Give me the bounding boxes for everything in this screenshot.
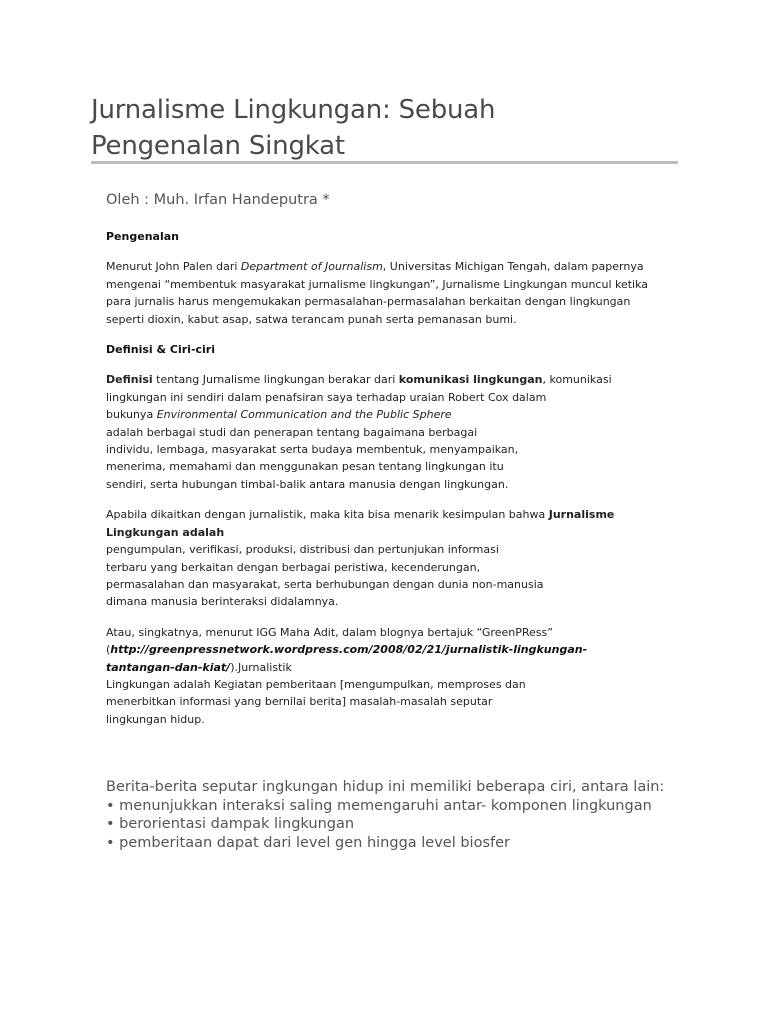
section-heading-definisi: Definisi & Ciri-ciri (106, 343, 216, 357)
definisi-bold-1: Definisi (106, 373, 153, 387)
kesimpulan-text-a: Apabila dikaitkan dengan jurnalistik, maka kita bisa menarik kesimpulan bahwa (106, 508, 549, 522)
kesimpulan-line-4: terbaru yang berkaitan dengan berbagai peristiwa, kecenderungan, (106, 560, 481, 574)
definisi-text-1: tentang Jurnalisme lingkungan berakar dari (152, 373, 399, 387)
title-underline (91, 161, 678, 164)
greenpress-link-part-2[interactable]: tantangan-dan-kiat/ (106, 660, 231, 674)
singkatnya-after-link: ).Jurnalistik (230, 660, 292, 674)
paragraph-intro (106, 258, 686, 328)
summary-intro: Berita-berita seputar ingkungan hidup ini memiliki beberapa ciri, antara lain: (106, 779, 665, 795)
singkatnya-line-4: Lingkungan adalah Kegiatan pemberitaan [mengumpulkan, memproses dan (106, 677, 526, 691)
singkatnya-line-1: Atau, singkatnya, menurut IGG Maha Adit, dalam blognya bertajuk “GreenPRess” (106, 625, 553, 639)
singkatnya-open-paren: ( (106, 643, 111, 657)
kesimpulan-bold-2: Lingkungan adalah (106, 525, 225, 539)
paragraph-kesimpulan (106, 506, 686, 610)
definisi-line-4: adalah berbagai studi dan penerapan tentang bagaimana berbagai (106, 425, 478, 439)
summary-bullet-3: • pemberitaan dapat dari level gen hingga level biosfer (106, 834, 511, 851)
kesimpulan-line-5: permasalahan dan masyarakat, serta berhubungan dengan dunia non-manusia (106, 577, 544, 591)
paragraph-definisi (106, 371, 686, 493)
singkatnya-line-6: lingkungan hidup. (106, 712, 205, 726)
intro-italic-department: Department of Journalism (240, 260, 383, 274)
definisi-line-6: menerima, memahami dan menggunakan pesan tentang lingkungan itu (106, 460, 504, 474)
definisi-line-2: lingkungan ini sendiri dalam penafsiran saya terhadap uraian Robert Cox dalam (106, 390, 547, 404)
kesimpulan-line-3: pengumpulan, verifikasi, produksi, distribusi dan pertunjukan informasi (106, 543, 499, 557)
definisi-italic-book: Environmental Communication and the Public Sphere (156, 408, 452, 422)
summary-bullet-2: • berorientasi dampak lingkungan (106, 816, 355, 832)
document-title (91, 92, 681, 164)
intro-line-3: para jurnalis harus mengemukakan permasalahan-permasalahan berkaitan dengan lingkungan (106, 295, 631, 309)
title-line-2: Pengenalan Singkat (91, 131, 345, 161)
intro-line-2: mengenai “membentuk masyarakat jurnalisme lingkungan”, Jurnalisme Lingkungan muncul ketika (106, 277, 649, 291)
definisi-line-5: individu, lembaga, masyarakat serta budaya membentuk, menyampaikan, (106, 443, 519, 457)
section-heading-pengenalan: Pengenalan (106, 230, 179, 243)
definisi-line-7: sendiri, serta hubungan timbal-balik antara manusia dengan lingkungan. (106, 477, 509, 491)
intro-text-c: , Universitas Michigan Tengah, dalam papernya (382, 260, 644, 274)
definisi-bold-2: komunikasi lingkungan (398, 373, 543, 387)
summary-bullet-1: • menunjukkan interaksi saling memengaruhi antar- komponen lingkungan (106, 797, 652, 814)
paragraph-singkatnya (106, 624, 686, 728)
definisi-line-3a: bukunya (106, 408, 157, 422)
definisi-text-2: , komunikasi (542, 373, 612, 387)
singkatnya-line-5: menerbitkan informasi yang bernilai berita] masalah-masalah seputar (106, 695, 493, 709)
kesimpulan-line-6: dimana manusia berinteraksi didalamnya. (106, 595, 339, 609)
greenpress-link-part-1[interactable]: http://greenpressnetwork.wordpress.com/2008/02/21/jurnalistik-lingkungan- (110, 643, 588, 657)
summary-block (106, 778, 706, 852)
intro-text-a: Menurut John Palen dari (106, 260, 241, 274)
title-line-1: Jurnalisme Lingkungan: Sebuah (91, 95, 496, 125)
document-body (106, 228, 686, 741)
intro-line-4: seperti dioxin, kabut asap, satwa terancam punah serta pemanasan bumi. (106, 312, 517, 326)
kesimpulan-bold-1: Jurnalisme (548, 508, 615, 522)
author-line: Oleh : Muh. Irfan Handeputra * (106, 192, 330, 208)
